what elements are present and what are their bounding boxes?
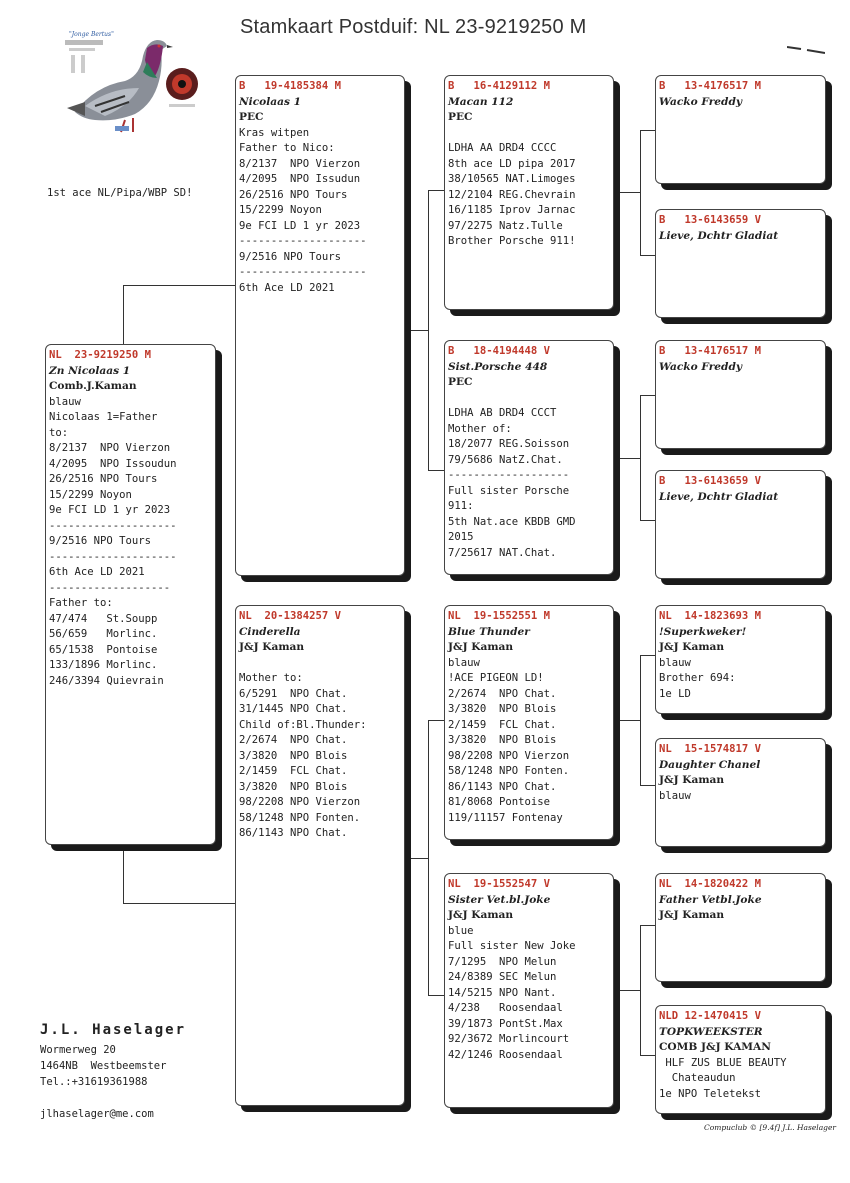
pigeon-name: Blue Thunder [448, 625, 530, 638]
ring-number: B 13-4176517 M [659, 345, 762, 357]
ring-number: NL 14-1820422 M [659, 878, 762, 890]
pigeon-detail-line: Kras witpen [239, 126, 310, 139]
pigeon-detail-line: -------------------- [49, 550, 177, 563]
pigeon-detail-line: Chateaudun [659, 1072, 736, 1084]
pigeon-detail-line: 9/2516 NPO Tours [49, 535, 152, 547]
connector-ff-h2 [640, 255, 656, 256]
pigeon-detail-line: 92/3672 Morlincourt [448, 1033, 570, 1045]
connector-ff-h [614, 192, 641, 193]
logo-text: "Jonge Bertus" [69, 31, 114, 38]
pigeon-name: Cinderella [239, 625, 301, 638]
ring-number: NL 19-1552551 M [448, 610, 551, 622]
pigeon-detail-line: 8/2137 NPO Vierzon [49, 442, 171, 454]
pigeon-detail-line: 119/11157 Fontenay [448, 811, 563, 824]
pigeon-name: Father Vetbl.Joke [659, 893, 762, 906]
connector-ff-h1 [640, 130, 656, 131]
pigeon-card-mmm [655, 1005, 826, 1114]
connector-mf-h [614, 720, 641, 721]
pigeon-detail-line [448, 391, 609, 407]
pigeon-detail-line: 5th Nat.ace KBDB GMD [448, 515, 576, 528]
pigeon-card-mfm [655, 738, 826, 847]
pigeon-detail-line: Mother of: [448, 422, 512, 435]
pigeon-detail-line: blue [448, 924, 474, 937]
pigeon-detail-line: 24/8389 SEC Melun [448, 971, 557, 983]
connector-mf-h1 [640, 655, 656, 656]
pigeon-detail-line: 7/25617 NAT.Chat. [448, 546, 557, 559]
ring-number: B 13-4176517 M [659, 80, 762, 92]
pigeon-name: Macan 112 [448, 95, 514, 108]
pigeon-detail-line: 26/2516 NPO Tours [49, 473, 158, 485]
pigeon-detail-line: LDHA AB DRD4 CCCT [448, 407, 557, 419]
pigeon-detail-line: 9e FCI LD 1 yr 2023 [49, 504, 171, 516]
pigeon-detail-line [239, 656, 400, 672]
pigeon-detail-line: 15/2299 Noyon [239, 204, 322, 216]
pigeon-name: Nicolaas 1 [239, 95, 302, 108]
pigeon-name: Wacko Freddy [659, 95, 743, 108]
pigeon-owner: J&J Kaman [448, 909, 514, 921]
slogan: 1st ace NL/Pipa/WBP SD! [47, 187, 193, 199]
pigeon-card-mmf [655, 873, 826, 982]
pigeon-detail-line: 6/5291 NPO Chat. [239, 687, 348, 700]
pigeon-detail-line: 4/2095 NPO Issudun [239, 173, 361, 185]
pigeon-detail-line: 12/2104 REG.Chevrain [448, 188, 576, 201]
connector-fm-h2 [640, 520, 656, 521]
pigeon-detail-line: 47/474 St.Soupp [49, 612, 158, 625]
pigeon-owner: J&J Kaman [239, 641, 305, 653]
connector-main-bottom-h [123, 903, 236, 904]
pigeon-detail-line: 16/1185 Iprov Jarnac [448, 204, 576, 216]
pigeon-detail-line: 3/3820 NPO Blois [239, 780, 348, 793]
pigeon-card-mm [444, 873, 614, 1108]
pigeon-detail-line: 14/5215 NPO Nant. [448, 986, 557, 999]
pigeon-detail-line: 2015 [448, 531, 474, 543]
pigeon-detail-line: 6th Ace LD 2021 [49, 566, 145, 578]
breeder-email[interactable]: jlhaselager@me.com [40, 1108, 154, 1120]
ring-number: B 18-4194448 V [448, 345, 551, 357]
page-title: Stamkaart Postduif: NL 23-9219250 M [240, 16, 587, 38]
pigeon-detail-line [448, 126, 609, 142]
breeder-phone: Tel.:+31619361988 [40, 1076, 148, 1088]
connector-fm-h [614, 458, 641, 459]
pigeon-detail-line: 98/2208 NPO Vierzon [239, 796, 361, 808]
pigeon-detail-line: 2/1459 FCL Chat. [448, 718, 557, 731]
pigeon-detail-line: HLF ZUS BLUE BEAUTY [659, 1056, 787, 1069]
pigeon-detail-line: 4/2095 NPO Issoudun [49, 457, 177, 470]
pigeon-detail-line: 9e FCI LD 1 yr 2023 [239, 219, 361, 232]
connector-f-h2 [428, 470, 445, 471]
pigeon-detail-line: 9/2516 NPO Tours [239, 250, 342, 263]
pigeon-detail-line: 18/2077 REG.Soisson [448, 438, 570, 450]
ring-number: B 16-4129112 M [448, 80, 551, 92]
pigeon-detail-line: 1e NPO Teletekst [659, 1087, 762, 1100]
pigeon-card-ffm [655, 209, 826, 318]
pigeon-detail-line: 3/3820 NPO Blois [448, 703, 557, 715]
pigeon-owner: PEC [448, 376, 473, 388]
pigeon-detail-line: 911: [448, 500, 474, 512]
pigeon-detail-line: -------------------- [239, 235, 367, 247]
connector-f-h1 [428, 190, 445, 191]
pigeon-owner: J&J Kaman [659, 641, 725, 653]
pigeon-detail-line: Nicolaas 1=Father [49, 411, 158, 423]
ring-number: NL 14-1823693 M [659, 610, 762, 622]
pigeon-detail-line: Brother 694: [659, 672, 736, 684]
connector-m-h [405, 858, 429, 859]
pigeon-detail-line: Father to: [49, 597, 113, 609]
pigeon-detail-line: ------------------- [448, 469, 570, 481]
ring-number: B 13-6143659 V [659, 214, 762, 226]
pigeon-detail-line: 15/2299 Noyon [49, 488, 132, 501]
pigeon-detail-line: 98/2208 NPO Vierzon [448, 749, 570, 762]
ring-number: NL 20-1384257 V [239, 610, 342, 622]
pigeon-detail-line: 7/1295 NPO Melun [448, 955, 557, 968]
pigeon-name: Wacko Freddy [659, 360, 743, 373]
connector-main-bottom [123, 850, 124, 903]
pigeon-name: Lieve, Dchtr Gladiat [659, 229, 779, 242]
pigeon-card-mf [444, 605, 614, 840]
pigeon-owner: J&J Kaman [448, 641, 514, 653]
pigeon-detail-line: 133/1896 Morlinc. [49, 659, 158, 671]
pigeon-detail-line: Brother Porsche 911! [448, 235, 576, 247]
pigeon-detail-line: 3/3820 NPO Blois [448, 734, 557, 746]
pigeon-detail-line: 58/1248 NPO Fonten. [448, 765, 570, 777]
pigeon-detail-line: 42/1246 Roosendaal [448, 1048, 563, 1061]
connector-mm-h2 [640, 1055, 656, 1056]
breeder-address: Wormerweg 20 [40, 1044, 116, 1056]
ring-number: NL 19-1552547 V [448, 878, 551, 890]
pigeon-detail-line: 246/3394 Quievrain [49, 674, 164, 687]
pigeon-detail-line: blauw [448, 656, 480, 669]
pigeon-card-fm [444, 340, 614, 575]
pigeon-logo-icon [55, 26, 205, 136]
pigeon-card-fff [655, 75, 826, 184]
breeder-name: J.L. Haselager [40, 1022, 187, 1038]
connector-mf-h2 [640, 785, 656, 786]
pigeon-card-fmf [655, 340, 826, 449]
pigeon-detail-line: 6th Ace LD 2021 [239, 281, 335, 294]
pigeon-owner: Comb.J.Kaman [49, 380, 137, 392]
pigeon-detail-line: blauw [49, 395, 81, 408]
pigeon-detail-line: !ACE PIGEON LD! [448, 672, 544, 684]
ring-number: B 19-4185384 M [239, 80, 342, 92]
pigeon-card-father [235, 75, 405, 576]
pigeon-detail-line: 8th ace LD pipa 2017 [448, 157, 576, 170]
breeder-info [40, 1022, 186, 1122]
pigeon-detail-line: 8/2137 NPO Vierzon [239, 157, 361, 170]
pigeon-detail-line: 58/1248 NPO Fonten. [239, 811, 361, 824]
pigeon-detail-line: 26/2516 NPO Tours [239, 188, 348, 201]
ring-number: NL 15-1574817 V [659, 743, 762, 755]
pigeon-card-main [45, 344, 216, 845]
pigeon-detail-line: 2/2674 NPO Chat. [239, 734, 348, 746]
connector-f-h [405, 330, 429, 331]
pigeon-detail-line: 86/1143 NPO Chat. [448, 780, 557, 793]
pigeon-name: Zn Nicolaas 1 [49, 364, 131, 377]
connector-mm-h1 [640, 925, 656, 926]
pigeon-name: Sist.Porsche 448 [448, 360, 548, 373]
connector-main-top-h [123, 285, 236, 286]
pigeon-detail-line: 2/2674 NPO Chat. [448, 687, 557, 700]
pigeon-detail-line: Mother to: [239, 672, 303, 684]
pigeon-name: Lieve, Dchtr Gladiat [659, 490, 779, 503]
pigeon-card-mother [235, 605, 405, 1106]
ring-number: NL 23-9219250 M [49, 349, 152, 361]
pigeon-detail-line: Father to Nico: [239, 142, 335, 154]
breeder-city: 1464NB Westbeemster [40, 1060, 167, 1072]
ring-number: NLD 12-1470415 V [659, 1010, 762, 1022]
pigeon-detail-line: 1e LD [659, 687, 691, 700]
pigeon-detail-line: Full sister Porsche [448, 484, 570, 497]
pigeon-detail-line: 65/1538 Pontoise [49, 643, 158, 656]
pigeon-detail-line: Child of:Bl.Thunder: [239, 718, 367, 731]
connector-main-top [123, 285, 124, 345]
pigeon-detail-line: 3/3820 NPO Blois [239, 749, 348, 762]
pigeon-name: !Superkweker! [659, 625, 747, 638]
pigeon-detail-line: to: [49, 426, 69, 439]
connector-mm-h [614, 990, 641, 991]
pigeon-name: Daughter Chanel [659, 758, 761, 771]
pigeon-owner: J&J Kaman [659, 774, 725, 786]
pigeon-owner: COMB J&J KAMAN [659, 1041, 771, 1053]
connector-m-h2 [428, 995, 445, 996]
pigeon-detail-line: 86/1143 NPO Chat. [239, 827, 348, 839]
pigeon-detail-line: 38/10565 NAT.Limoges [448, 173, 576, 185]
pigeon-card-fmm [655, 470, 826, 579]
connector-m-h1 [428, 720, 445, 721]
pigeon-card-ff [444, 75, 614, 310]
pigeon-detail-line: LDHA AA DRD4 CCCC [448, 142, 557, 154]
pigeon-name: TOPKWEEKSTER [659, 1025, 763, 1038]
pigeon-detail-line: 39/1873 PontSt.Max [448, 1017, 563, 1030]
pigeon-name: Sister Vet.bl.Joke [448, 893, 551, 906]
pigeon-detail-line: blauw [659, 789, 691, 802]
pigeon-detail-line: 4/238 Roosendaal [448, 1002, 563, 1014]
pigeon-detail-line: blauw [659, 656, 691, 669]
pigeon-detail-line: 79/5686 NatZ.Chat. [448, 453, 563, 466]
pigeon-card-mff [655, 605, 826, 714]
scan-mark [787, 44, 825, 54]
pigeon-detail-line: 97/2275 Natz.Tulle [448, 219, 563, 232]
pigeon-detail-line: 2/1459 FCL Chat. [239, 765, 348, 777]
pigeon-detail-line: -------------------- [239, 266, 367, 278]
club-logo [55, 26, 205, 136]
pigeon-detail-line: -------------------- [49, 519, 177, 532]
footer-credit: Compuclub © [9.4f] J.L. Haselager [704, 1123, 836, 1132]
pigeon-detail-line: ------------------- [49, 581, 171, 594]
pigeon-owner: PEC [448, 111, 473, 123]
pigeon-owner: J&J Kaman [659, 909, 725, 921]
pigeon-detail-line: 56/659 Morlinc. [49, 628, 158, 640]
pigeon-detail-line: 81/8068 Pontoise [448, 796, 551, 808]
pigeon-owner: PEC [239, 111, 264, 123]
pigeon-detail-line: Full sister New Joke [448, 940, 576, 952]
connector-fm-h1 [640, 395, 656, 396]
ring-number: B 13-6143659 V [659, 475, 762, 487]
pigeon-detail-line: 31/1445 NPO Chat. [239, 703, 348, 715]
